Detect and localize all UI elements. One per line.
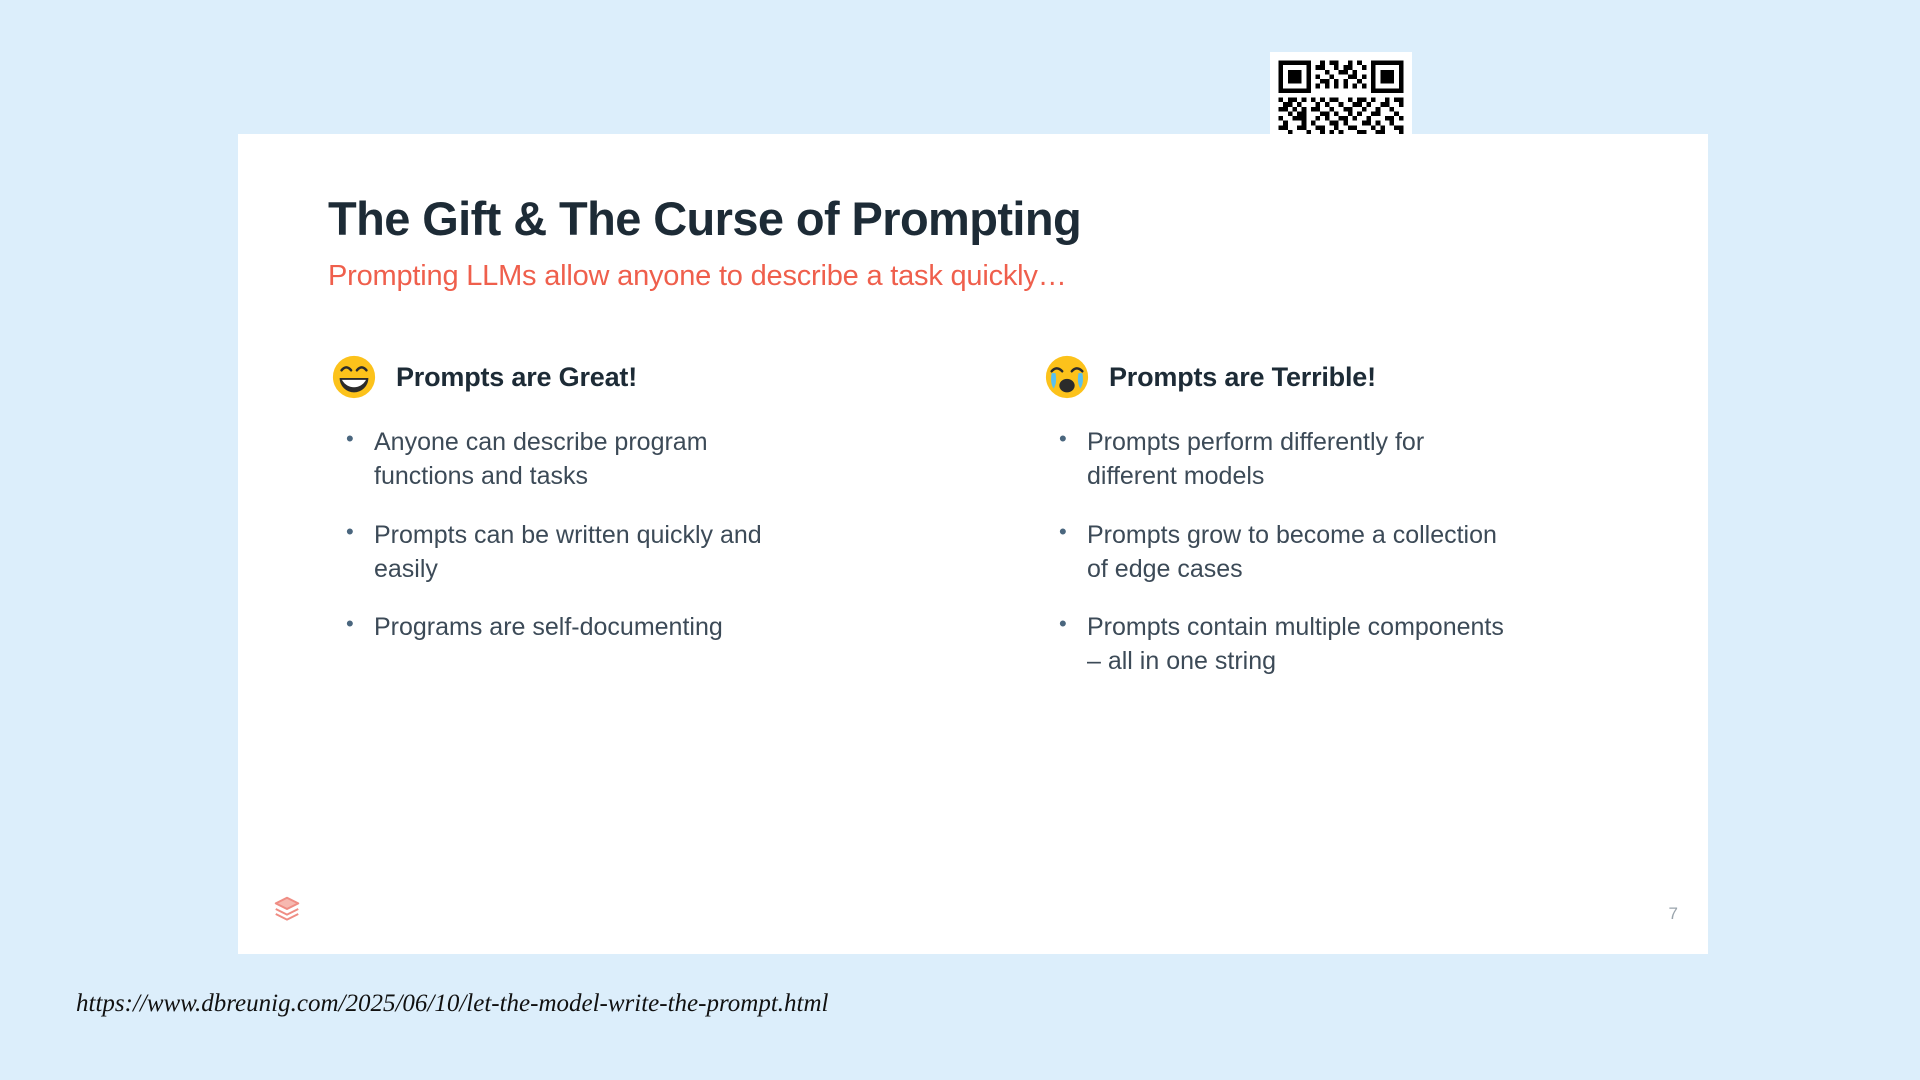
bullet-list (1041, 425, 1638, 679)
slide-columns (328, 351, 1638, 703)
grinning-squinting-face-emoji (328, 351, 380, 403)
source-url-caption: https://www.dbreunig.com/2025/06/10/let-the-model-write-the-prompt.html (76, 990, 829, 1017)
column-prompts-are-terrible (983, 351, 1638, 703)
list-item: • Prompts perform differently for different models (1059, 425, 1517, 494)
slide-content (328, 192, 1638, 703)
column-heading (1041, 351, 1638, 403)
list-item: • Programs are self-documenting (346, 610, 804, 644)
loudly-crying-face-emoji (1041, 351, 1093, 403)
column-title: Prompts are Great! (396, 361, 637, 392)
list-item: • Prompts grow to become a collection of edge cases (1059, 518, 1517, 587)
page-number: 7 (1668, 904, 1678, 923)
column-prompts-are-great (328, 351, 983, 703)
list-item: • Prompts contain multiple components – all in one string (1059, 610, 1517, 679)
bullet-list (328, 425, 983, 644)
column-heading (328, 351, 983, 403)
list-item: • Anyone can describe program functions and tasks (346, 425, 804, 494)
slide (238, 134, 1708, 954)
stack-layers-logo-icon (272, 894, 302, 924)
slide-subtitle: Prompting LLMs allow anyone to describe a task quickly… (328, 260, 1067, 293)
slide-title: The Gift & The Curse of Prompting (328, 192, 1082, 245)
list-item: • Prompts can be written quickly and easily (346, 518, 804, 587)
column-title: Prompts are Terrible! (1109, 361, 1376, 392)
